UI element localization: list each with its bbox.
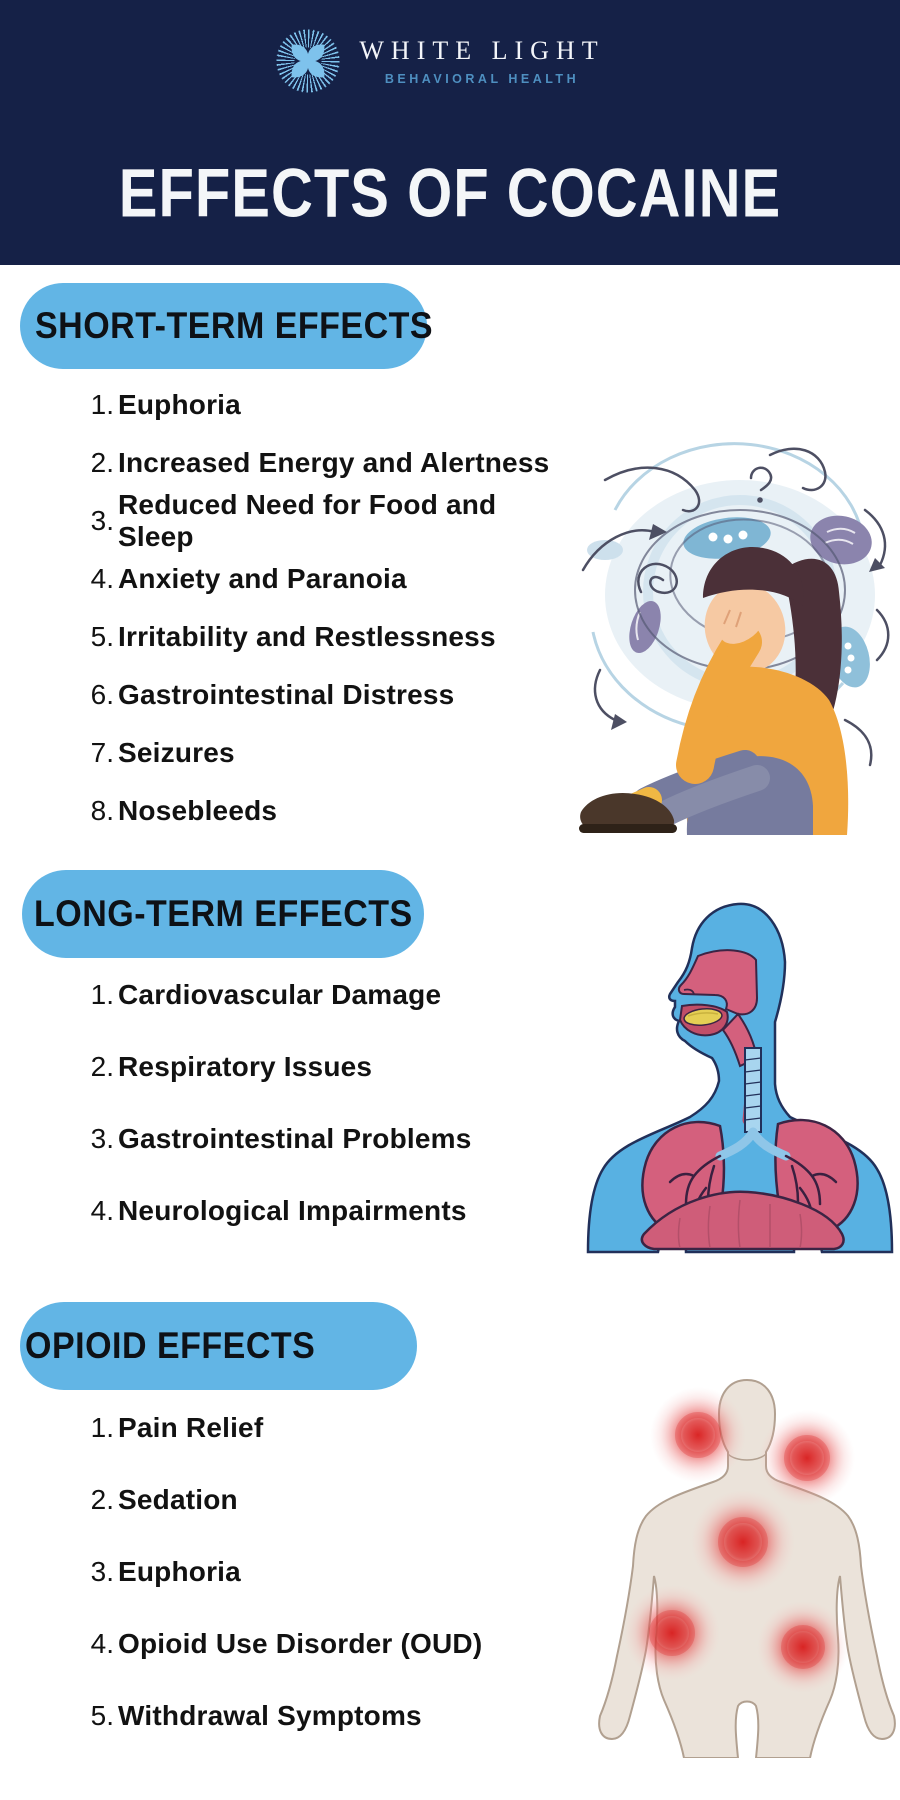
effect-item <box>78 1103 558 1175</box>
effect-item-number: 7. <box>90 737 114 768</box>
effect-item-text: Cardiovascular Damage <box>118 979 442 1010</box>
effect-item-number: 8. <box>90 795 114 826</box>
effect-item-text: Euphoria <box>118 389 241 420</box>
effect-item-number: 6. <box>90 679 114 710</box>
effect-item <box>78 1175 558 1247</box>
effect-item <box>78 666 558 724</box>
effect-item-number: 1. <box>90 389 114 420</box>
respiratory-system-illustration <box>580 900 900 1255</box>
effect-item-text: Opioid Use Disorder (OUD) <box>118 1628 483 1659</box>
section-header-label: LONG-TERM EFFECTS <box>34 892 413 934</box>
effect-item-text: Reduced Need for Food and Sleep <box>118 489 497 552</box>
short-term-effects-list <box>78 376 558 840</box>
effect-item <box>78 1031 558 1103</box>
effect-item <box>78 376 558 434</box>
effect-item <box>78 1464 558 1536</box>
effect-item <box>78 782 558 840</box>
effect-item-text: Gastrointestinal Distress <box>118 679 455 710</box>
effect-item-number: 2. <box>90 1484 114 1515</box>
effect-item-number: 4. <box>90 563 114 594</box>
effect-item-number: 5. <box>90 1700 114 1731</box>
section-header-label: SHORT-TERM EFFECTS <box>35 304 434 346</box>
brand-name: WHITE LIGHT <box>359 36 605 65</box>
effect-item-number: 3. <box>90 1556 114 1587</box>
effect-item-number: 3. <box>90 1123 114 1154</box>
long-term-effects-list <box>78 959 558 1247</box>
effect-item <box>78 1680 558 1752</box>
effect-item-number: 1. <box>90 1412 114 1443</box>
effect-item-number: 5. <box>90 621 114 652</box>
effect-item <box>78 959 558 1031</box>
effect-item-text: Pain Relief <box>118 1412 264 1443</box>
effect-item-number: 3. <box>90 505 114 536</box>
anxious-person-illustration <box>545 420 900 835</box>
effect-item-text: Irritability and Restlessness <box>118 621 496 652</box>
effect-item-text: Increased Energy and Alertness <box>118 447 550 478</box>
starburst-logo-icon <box>275 28 341 94</box>
brand-tagline: BEHAVIORAL HEALTH <box>384 72 580 86</box>
effect-item-text: Respiratory Issues <box>118 1051 373 1082</box>
effect-item <box>78 550 558 608</box>
effect-item <box>78 1392 558 1464</box>
effect-item <box>78 1536 558 1608</box>
effect-item-number: 4. <box>90 1195 114 1226</box>
header-band <box>0 0 900 265</box>
pain-points-body-illustration <box>542 1376 897 1758</box>
brand-logo <box>0 28 890 94</box>
opioid-effects-list <box>78 1392 558 1752</box>
effect-item-text: Withdrawal Symptoms <box>118 1700 422 1731</box>
page-title: EFFECTS OF COCAINE <box>118 154 782 232</box>
effect-item <box>78 1608 558 1680</box>
effect-item-text: Neurological Impairments <box>118 1195 467 1226</box>
effect-item-text: Seizures <box>118 737 235 768</box>
effect-item <box>78 724 558 782</box>
section-header-short-term <box>20 283 434 369</box>
effect-item-number: 2. <box>90 1051 114 1082</box>
effect-item-number: 4. <box>90 1628 114 1659</box>
effect-item-text: Anxiety and Paranoia <box>118 563 407 594</box>
section-header-opioid <box>20 1302 417 1390</box>
effect-item-text: Nosebleeds <box>118 795 278 826</box>
starburst-petals <box>275 28 341 94</box>
effect-item <box>78 434 558 492</box>
effect-item-number: 2. <box>90 447 114 478</box>
effect-item-text: Gastrointestinal Problems <box>118 1123 472 1154</box>
section-header-long-term <box>22 870 424 958</box>
effect-item <box>78 608 558 666</box>
effect-item-text: Sedation <box>118 1484 238 1515</box>
effect-item-number: 1. <box>90 979 114 1010</box>
effect-item-text: Euphoria <box>118 1556 241 1587</box>
section-header-label: OPIOID EFFECTS <box>25 1324 316 1366</box>
brand-text <box>359 36 604 86</box>
effect-item <box>78 489 558 552</box>
